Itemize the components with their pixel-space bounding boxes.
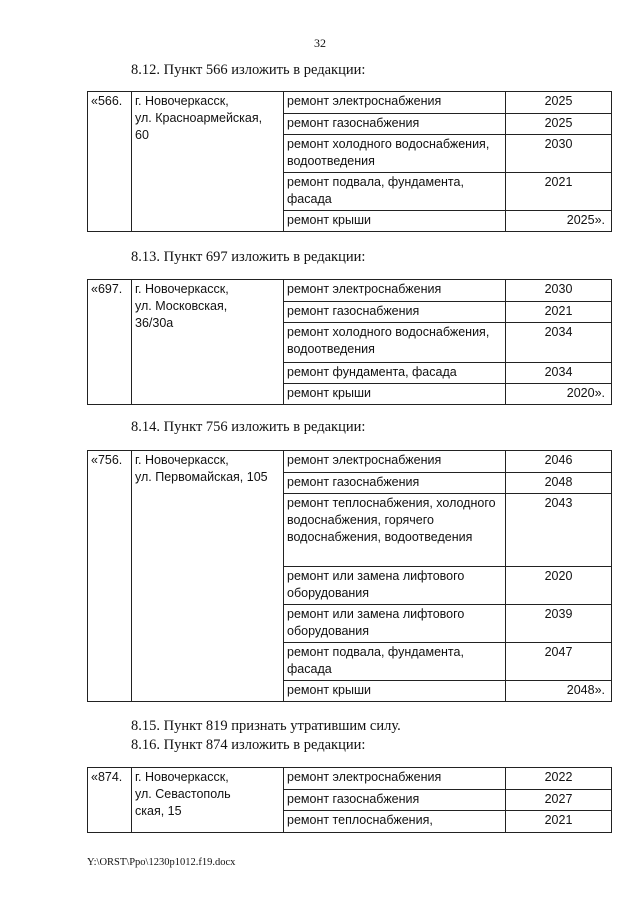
- year-cell: 2047: [506, 643, 612, 681]
- table-row: [88, 92, 612, 114]
- address-cell: г. Новочеркасск, ул. Первомайская, 105: [132, 451, 284, 702]
- section-heading-8-16: 8.16. Пункт 874 изложить в редакции:: [131, 737, 366, 753]
- work-type-cell: ремонт газоснабжения: [284, 114, 506, 135]
- work-type-cell: ремонт или замена лифтового оборудования: [284, 567, 506, 605]
- year-cell: 2048».: [506, 681, 612, 702]
- work-type-cell: ремонт теплоснабжения, холодного водоснабжения, горячего водоснабжения, водоотведения: [284, 494, 506, 567]
- address-cell: г. Новочеркасск, ул. Севастополь ская, 15: [132, 768, 284, 833]
- work-type-cell: ремонт электроснабжения: [284, 92, 506, 114]
- table-row: [88, 768, 612, 790]
- year-cell: 2025: [506, 92, 612, 114]
- year-cell: 2030: [506, 280, 612, 302]
- year-cell: 2027: [506, 790, 612, 811]
- amendment-table-756: [87, 450, 612, 702]
- year-cell: 2022: [506, 768, 612, 790]
- year-cell: 2021: [506, 302, 612, 323]
- table-row: [88, 280, 612, 302]
- work-type-cell: ремонт крыши: [284, 384, 506, 405]
- work-type-cell: ремонт фундамента, фасада: [284, 363, 506, 384]
- footer-file-path: Y:\ORST\Ppo\1230p1012.f19.docx: [87, 857, 236, 868]
- year-cell: 2025: [506, 114, 612, 135]
- year-cell: 2020: [506, 567, 612, 605]
- work-type-cell: ремонт электроснабжения: [284, 768, 506, 790]
- section-heading-8-13: 8.13. Пункт 697 изложить в редакции:: [131, 249, 366, 265]
- amendment-table-697: [87, 279, 612, 405]
- page-number: 32: [314, 36, 326, 50]
- year-cell: 2034: [506, 323, 612, 363]
- item-number: «697.: [88, 280, 132, 405]
- work-type-cell: ремонт электроснабжения: [284, 451, 506, 473]
- work-type-cell: ремонт теплоснабжения,: [284, 811, 506, 833]
- section-heading-8-14: 8.14. Пункт 756 изложить в редакции:: [131, 419, 366, 435]
- paragraph-8-15: 8.15. Пункт 819 признать утратившим силу.: [131, 718, 401, 734]
- year-cell: 2034: [506, 363, 612, 384]
- address-cell: г. Новочеркасск, ул. Московская, 36/30а: [132, 280, 284, 405]
- year-cell: 2046: [506, 451, 612, 473]
- year-cell: 2030: [506, 135, 612, 173]
- year-cell: 2020».: [506, 384, 612, 405]
- work-type-cell: ремонт крыши: [284, 681, 506, 702]
- work-type-cell: ремонт крыши: [284, 211, 506, 232]
- year-cell: 2021: [506, 173, 612, 211]
- work-type-cell: ремонт газоснабжения: [284, 302, 506, 323]
- work-type-cell: ремонт холодного водоснабжения, водоотведения: [284, 323, 506, 363]
- item-number: «874.: [88, 768, 132, 833]
- work-type-cell: ремонт или замена лифтового оборудования: [284, 605, 506, 643]
- address-cell: г. Новочеркасск, ул. Красноармейская, 60: [132, 92, 284, 232]
- work-type-cell: ремонт электроснабжения: [284, 280, 506, 302]
- year-cell: 2021: [506, 811, 612, 833]
- work-type-cell: ремонт подвала, фундамента, фасада: [284, 173, 506, 211]
- work-type-cell: ремонт подвала, фундамента, фасада: [284, 643, 506, 681]
- amendment-table-566: [87, 91, 612, 232]
- work-type-cell: ремонт холодного водоснабжения, водоотведения: [284, 135, 506, 173]
- table-row: [88, 451, 612, 473]
- item-number: «566.: [88, 92, 132, 232]
- work-type-cell: ремонт газоснабжения: [284, 473, 506, 494]
- year-cell: 2025».: [506, 211, 612, 232]
- section-heading-8-12: 8.12. Пункт 566 изложить в редакции:: [131, 62, 366, 78]
- year-cell: 2048: [506, 473, 612, 494]
- amendment-table-874: [87, 767, 612, 833]
- year-cell: 2039: [506, 605, 612, 643]
- item-number: «756.: [88, 451, 132, 702]
- work-type-cell: ремонт газоснабжения: [284, 790, 506, 811]
- year-cell: 2043: [506, 494, 612, 567]
